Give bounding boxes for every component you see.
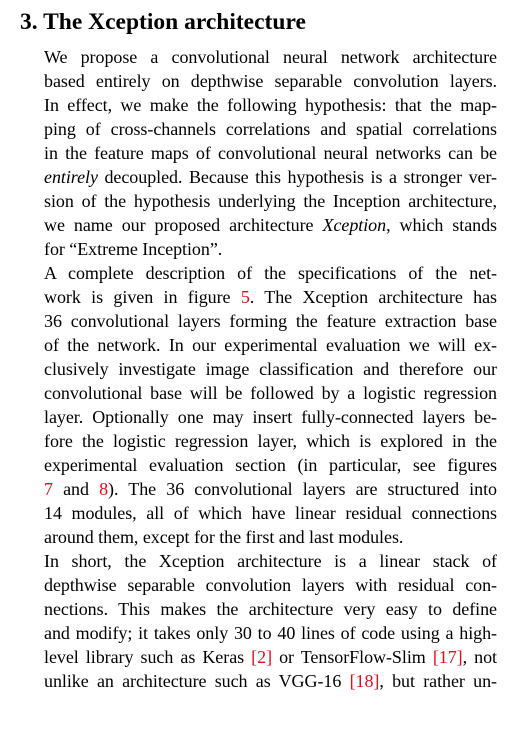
text-line: ping of cross-channels correlations and spatial correlations: [44, 119, 497, 139]
text-fragment: and: [52, 479, 100, 499]
text-fragment: decoupled. Because this hypothesis is a stronger ver-: [97, 167, 497, 187]
text-line: and modify; it takes only 30 to 40 lines of code using a high-: [44, 623, 497, 643]
text-fragment: , which stands: [386, 215, 497, 235]
text-line: [20, 165, 497, 189]
paragraph-2: [20, 261, 497, 549]
text-line: of the network. In our experimental evaluation we will ex-: [44, 335, 497, 355]
emphasis-text: Xception: [322, 215, 387, 235]
citation-link[interactable]: [18]: [349, 671, 380, 691]
text-line: in the feature maps of convolutional neural networks can be: [44, 143, 497, 163]
text-fragment: or TensorFlow-Slim: [272, 647, 433, 667]
figure-link[interactable]: 7: [44, 479, 53, 499]
text-line: [20, 213, 497, 237]
text-line: sion of the hypothesis underlying the Inception architecture,: [44, 191, 497, 211]
text-fragment: unlike an architecture such as VGG-16: [44, 671, 350, 691]
text-fragment: work is given in figure: [44, 287, 241, 307]
text-line: 36 convolutional layers forming the feature extraction base: [44, 311, 497, 331]
text-fragment: ). The 36 convolutional layers are structured into: [108, 479, 497, 499]
citation-link[interactable]: [17]: [432, 647, 463, 667]
text-line: nections. This makes the architecture very easy to define: [44, 599, 497, 619]
text-line: for “Extreme Inception”.: [44, 239, 223, 259]
text-line: around them, except for the first and last modules.: [44, 527, 404, 547]
figure-link[interactable]: 8: [99, 479, 109, 499]
text-line: In effect, we make the following hypothesis: that the map-: [44, 95, 497, 115]
figure-link[interactable]: 5: [240, 287, 250, 307]
text-line: [20, 477, 497, 501]
text-line: [20, 669, 497, 693]
text-fragment: level library such as Keras: [44, 647, 252, 667]
text-line: In short, the Xception architecture is a linear stack of: [44, 551, 497, 571]
text-fragment: , but rather un-: [379, 671, 497, 691]
text-line: 14 modules, all of which have linear residual connections: [44, 503, 497, 523]
text-line: A complete description of the specifications of the net-: [44, 263, 497, 283]
text-line: experimental evaluation section (in particular, see figures: [44, 455, 497, 475]
paragraph-3: [20, 549, 497, 693]
text-fragment: , not: [462, 647, 497, 667]
text-line: fore the logistic regression layer, which is explored in the: [44, 431, 497, 451]
text-fragment: we name our proposed architecture: [44, 215, 323, 235]
text-line: We propose a convolutional neural network architecture: [44, 47, 497, 67]
text-line: [20, 645, 497, 669]
text-fragment: . The Xception architecture has: [249, 287, 497, 307]
text-line: layer. Optionally one may insert fully-connected layers be-: [44, 407, 497, 427]
emphasis-text: entirely: [44, 167, 98, 187]
paper-page: [20, 8, 497, 693]
text-line: clusively investigate image classification and therefore our: [44, 359, 497, 379]
text-line: convolutional base will be followed by a logistic regression: [44, 383, 497, 403]
citation-link[interactable]: [2]: [251, 647, 273, 667]
section-title: 3. The Xception architecture: [20, 9, 306, 35]
text-line: [20, 285, 497, 309]
paragraph-1: [20, 45, 497, 261]
text-line: based entirely on depthwise separable convolution layers.: [44, 71, 497, 91]
text-line: depthwise separable convolution layers with residual con-: [44, 575, 497, 595]
